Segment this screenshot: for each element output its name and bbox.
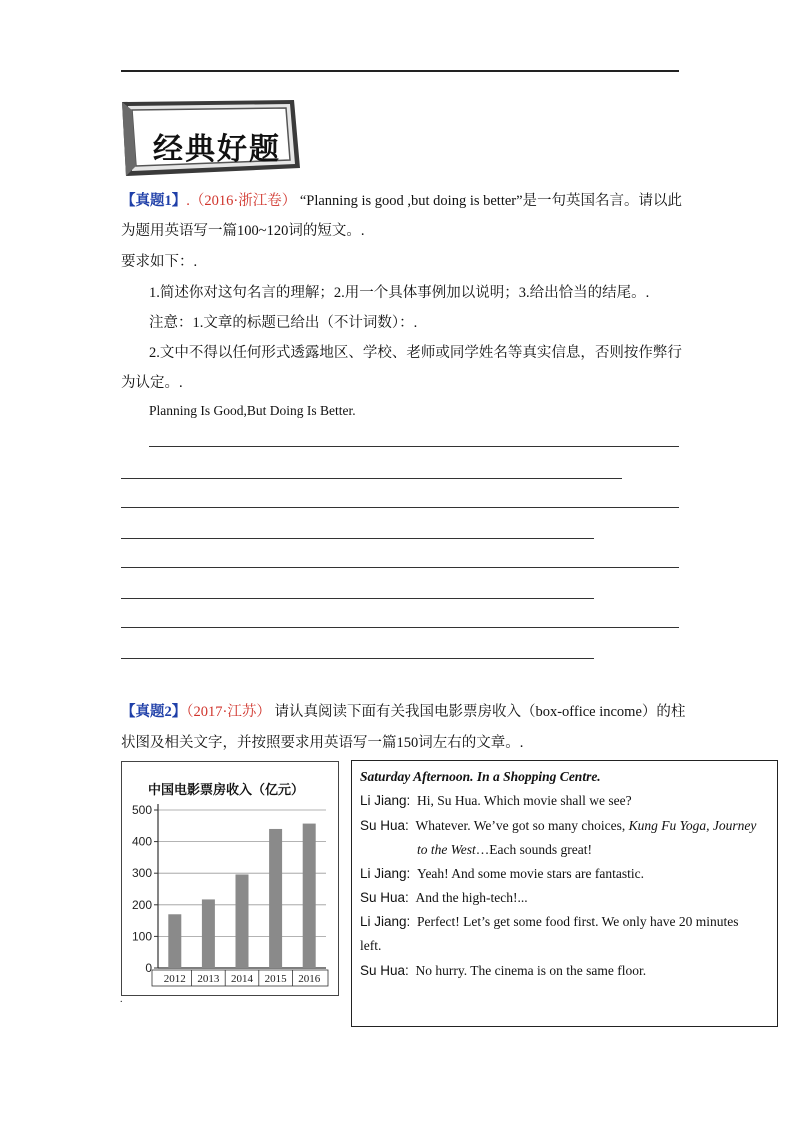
- x-tick-label: 2015: [264, 973, 287, 985]
- dialogue-line: [360, 792, 632, 810]
- q1-line7: 为认定。.: [121, 375, 183, 391]
- q1-prefix: .: [186, 193, 190, 209]
- header-rule: [121, 70, 679, 72]
- dialogue-line: [360, 913, 739, 931]
- x-tick-label: 2014: [231, 973, 253, 985]
- utterance: And the high-tech!...: [415, 890, 528, 905]
- dialogue-line-cont: left.: [360, 938, 382, 953]
- q1-line1-text: “Planning is good ,but doing is better”是一句英国名言。请以此: [299, 193, 683, 209]
- writing-line: [121, 538, 594, 539]
- q2-source: （2017·江苏）: [186, 704, 271, 720]
- q1-line1: [121, 191, 682, 211]
- y-tick-label: 100: [131, 929, 152, 944]
- q1-line3: 要求如下：.: [121, 254, 198, 270]
- q2-line2: 状图及相关文字，并按照要求用英语写一篇150词左右的文章。.: [121, 735, 524, 751]
- y-tick-label: 300: [131, 866, 152, 881]
- bar-chart: [121, 761, 339, 996]
- y-tick-label: 400: [131, 834, 152, 849]
- writing-line: [121, 658, 594, 659]
- bar: [269, 829, 282, 968]
- utterance: Yeah! And some movie stars are fantastic.: [417, 866, 644, 881]
- utterance: Whatever. We’ve got so many choices,: [415, 818, 626, 833]
- bar: [303, 824, 316, 968]
- q2-tag: 【真题2】: [121, 704, 187, 720]
- writing-line: [121, 507, 679, 508]
- y-tick-label: 500: [131, 803, 152, 817]
- dialogue-line: [360, 817, 756, 835]
- dialogue-line: [360, 962, 646, 980]
- q1-line5: 注意：1.文章的标题已给出（不计词数）：.: [149, 315, 418, 331]
- bar: [236, 874, 249, 968]
- dialogue-line-cont: [417, 841, 592, 859]
- bar: [168, 914, 181, 968]
- speaker: Su Hua:: [360, 890, 409, 905]
- q1-source: （2016·浙江卷）: [189, 193, 297, 209]
- utterance: …Each sounds great!: [475, 842, 592, 857]
- q2-line1-text: 请认真阅读下面有关我国电影票房收入（box-office income）的柱: [274, 704, 686, 720]
- dialogue-line: [360, 889, 528, 907]
- essay-title: Planning Is Good,But Doing Is Better.: [149, 403, 356, 418]
- movie-titles: Kung Fu Yoga, Journey: [628, 818, 757, 833]
- x-tick-label: 2013: [197, 973, 220, 985]
- speaker: Su Hua:: [360, 963, 409, 978]
- speaker: Li Jiang:: [360, 914, 411, 929]
- dialogue-line: [360, 865, 644, 883]
- utterance: Perfect! Let’s get some food first. We only have 20 minutes: [417, 914, 739, 929]
- q1-line2: 为题用英语写一篇100~120词的短文。.: [121, 223, 365, 239]
- chart-title: 中国电影票房收入（亿元）: [147, 783, 305, 798]
- bar-chart-svg: [122, 762, 338, 995]
- footer-mark: .: [120, 994, 123, 1005]
- utterance: Hi, Su Hua. Which movie shall we see?: [417, 793, 632, 808]
- x-tick-label: 2016: [298, 973, 321, 985]
- writing-line: [121, 567, 679, 568]
- writing-line: [121, 478, 622, 479]
- x-tick-label: 2012: [163, 973, 186, 985]
- movie-title: to the West: [417, 842, 476, 857]
- speaker: Li Jiang:: [360, 793, 411, 808]
- writing-line: [121, 598, 594, 599]
- q2-line1: [121, 702, 685, 722]
- q1-line4: 1.简述你对这句名言的理解；2.用一个具体事例加以说明；3.给出恰当的结尾。.: [149, 285, 650, 301]
- speaker: Li Jiang:: [360, 866, 411, 881]
- banner-title: 经典好题: [153, 132, 281, 167]
- utterance: No hurry. The cinema is on the same floor.: [415, 963, 647, 978]
- writing-line: [121, 627, 679, 628]
- speaker: Su Hua:: [360, 818, 409, 833]
- y-tick-label: 0: [145, 961, 152, 975]
- bar: [202, 899, 215, 968]
- writing-line: [149, 446, 679, 447]
- q1-tag: 【真题1】: [121, 193, 187, 209]
- dialogue-box: [351, 760, 778, 1027]
- q1-line6: 2.文中不得以任何形式透露地区、学校、老师或同学姓名等真实信息，否则按作弊行: [149, 345, 682, 361]
- dialogue-heading: Saturday Afternoon. In a Shopping Centre.: [360, 769, 601, 784]
- y-tick-label: 200: [131, 897, 152, 912]
